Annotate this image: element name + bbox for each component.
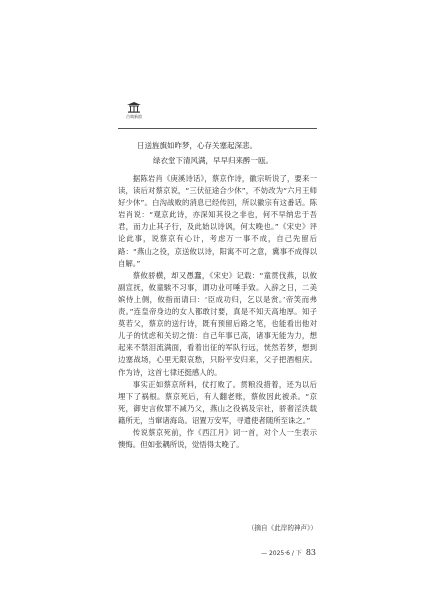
header-divider — [118, 128, 317, 129]
issue-label: — 2025·6 / 下 — [261, 550, 302, 557]
poem-line-1: 日送旌旗如昨梦，心存关塞起深悲。 — [137, 141, 257, 150]
poem-line-2: 绿衣堂下清风满，早早归来醉一瓯。 — [153, 156, 273, 165]
article-body — [118, 173, 317, 451]
page-number: 83 — [305, 548, 316, 557]
column-label: 古典新韵 — [126, 114, 142, 119]
paragraph-4: 传说蔡京死前，作《西江月》词一首，对个人一生表示懊悔。但如张耦所说，觉悟得太晚了。 — [118, 427, 317, 450]
paragraph-3: 事实正如蔡京所料，仗打败了。贯粮没措着，还为以后埋下了祸根。蔡京死后，有人翻老账，蔡攸因此被杀。“京死，御史言攸罪不减乃父，燕山之役祸及宗社，骄奢淫泆载籍所无，当窜诸海岛。诏置万安军，寻遣使者随所至诛之。” — [118, 379, 317, 425]
page-footer — [261, 548, 316, 557]
column-logo — [121, 101, 147, 119]
source-citation: （摘自《此岸的神声》） — [247, 524, 317, 532]
paragraph-2: 蔡攸骄横，却又愚蠢，《宋史》记载：“童贯伐燕，以攸副宣抚，攸童騃不习事，谓功业可唾手致。入辞之日，二美嫔侍上侧，攸指而请曰：‘臣成功归，乞以是赏。’帝笑而弗责。”连皇帝身边的女人都敢讨要，真是不知天高地厚。知子莫若父，蔡京的送行诗，既有预留后路之笔，也能看出他对儿子的忧虑和关切之情：自己年事已高，诸事无能为力，想起来不禁泪流满面，看着出征的军队行远，恍然若梦，想到边塞战场，心里无限哀愁，只盼平安归来，父子把酒相庆。作为诗，这首七律还挺感人的。 — [118, 270, 317, 377]
paragraph-1: 据陈岩肖《庚溪诗话》，蔡京作诗，徽宗听说了，要来一读，读后对蔡京说，“三伏征途合少休”，不妨改为“六月王师好少休”。白沟战败的消息已经传回，所以徽宗有这番话。陈岩肖说：“观京此诗，亦深知其役之非也，何不早纳忠于吾君，而力止其子行，及此始以诗讽，何太晚也。”《宋史》评论此事，说蔡京有心计，考虑万一事不成，自己先留后路：“燕山之役，京送攸以诗，阳寓不可之意，冀事不成得以自解。” — [118, 174, 317, 268]
poem-couplet — [137, 138, 337, 168]
pavilion-icon — [126, 101, 142, 113]
